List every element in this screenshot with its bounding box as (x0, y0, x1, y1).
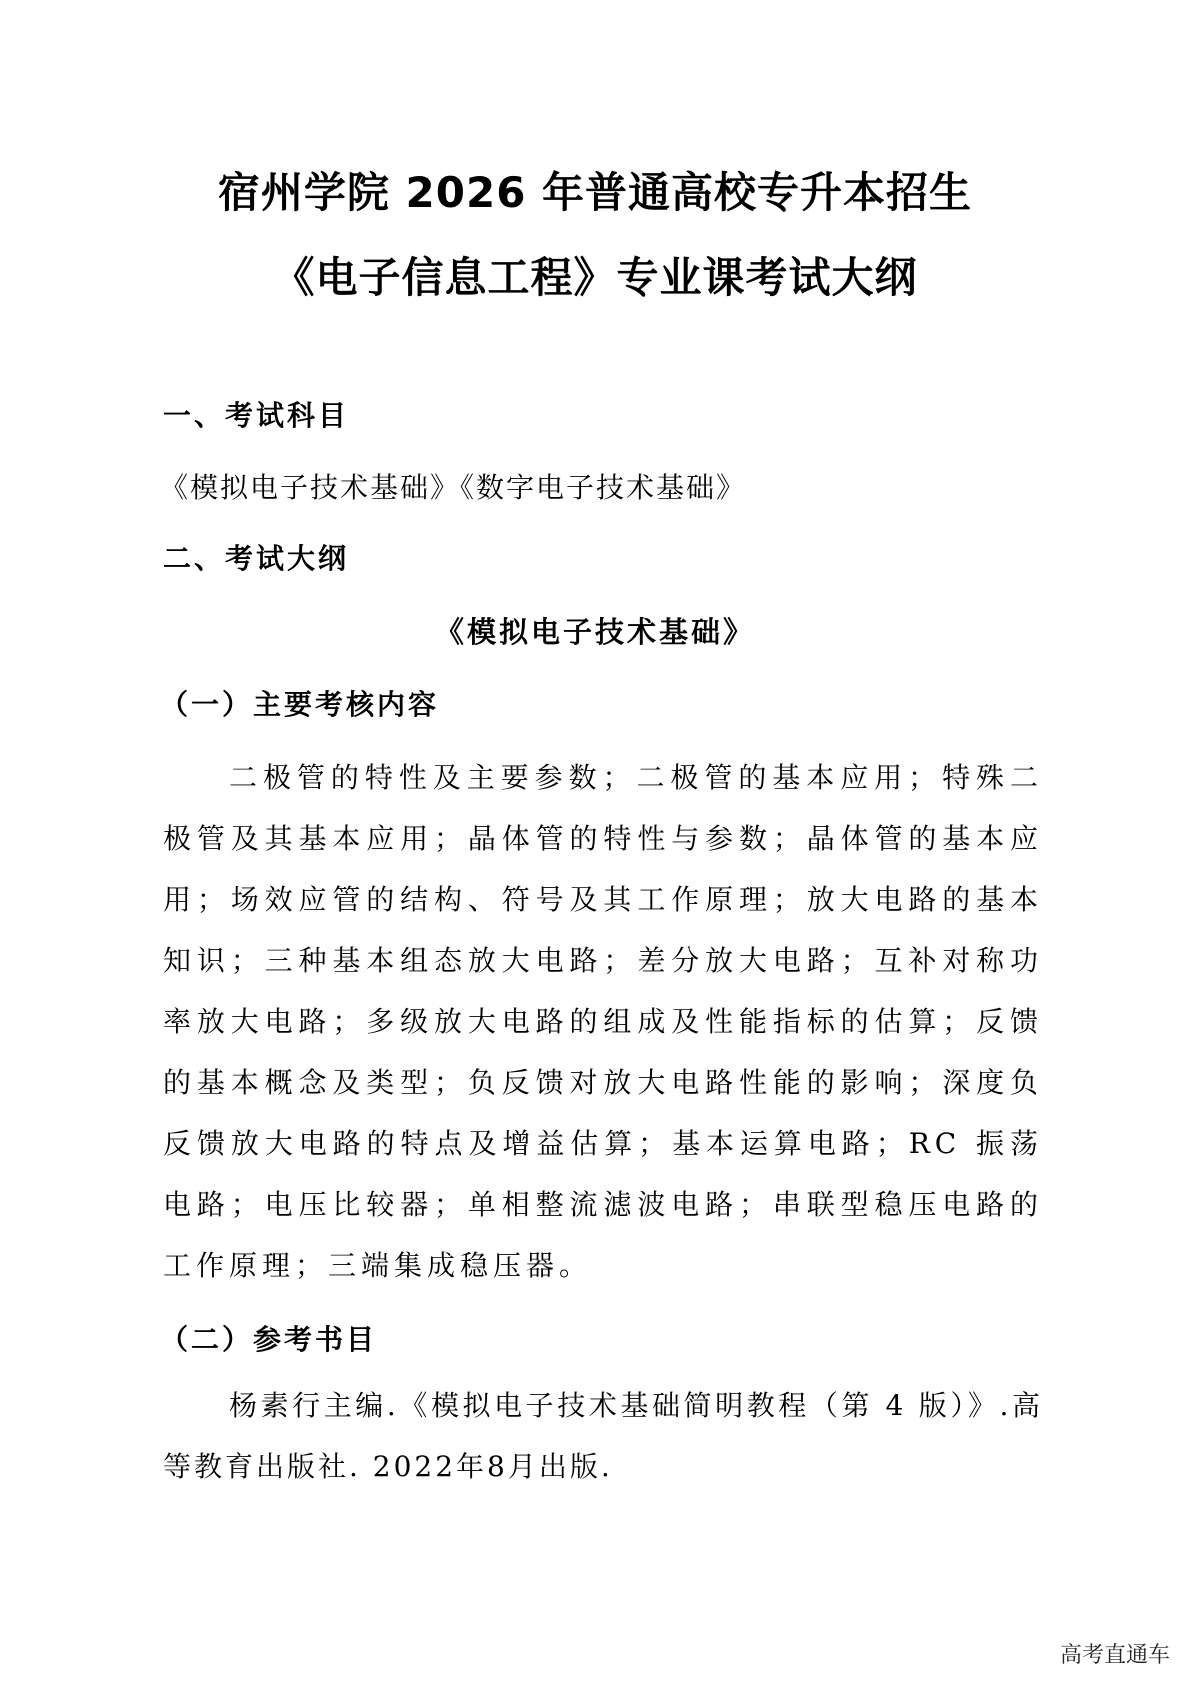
reference-paragraph: 杨素行主编.《模拟电子技术基础简明教程（第 4 版）》.高等教育出版社. 2022年8月出版. (163, 1389, 1043, 1483)
subsection-heading-references: （二）参考书目 (160, 1323, 378, 1356)
subsection-heading-main-content: （一）主要考核内容 (160, 688, 440, 721)
watermark-text: 高考直通车 (1059, 1643, 1170, 1668)
main-content-paragraph: 二极管的特性及主要参数；二极管的基本应用；特殊二极管及其基本应用；晶体管的特性与参数；晶体管的基本应用；场效应管的结构、符号及其工作原理；放大电路的基本知识；三种基本组态放大电路；差分放大电路；互补对称功率放大电路；多级放大电路的组成及性能指标的估算；反馈的基本概念及类型；负反馈对放大电路性能的影响；深度负反馈放大电路的特点及增益估算；基本运算电路；RC 振荡电路；电压比较器；单相整流滤波电路；串联型稳压电路的工作原理；三端集成稳压器。 (163, 761, 1043, 1282)
section-heading-exam-subjects: 一、考试科目 (163, 399, 350, 432)
course-title: 《模拟电子技术基础》 (434, 615, 755, 649)
section-heading-exam-outline: 二、考试大纲 (163, 542, 350, 575)
document-title-line-2: 《电子信息工程》专业课考试大纲 (272, 253, 918, 302)
document-title-line-1: 宿州学院 2026 年普通高校专升本招生 (217, 168, 973, 217)
exam-subjects-text: 《模拟电子技术基础》《数字电子技术基础》 (160, 471, 747, 504)
